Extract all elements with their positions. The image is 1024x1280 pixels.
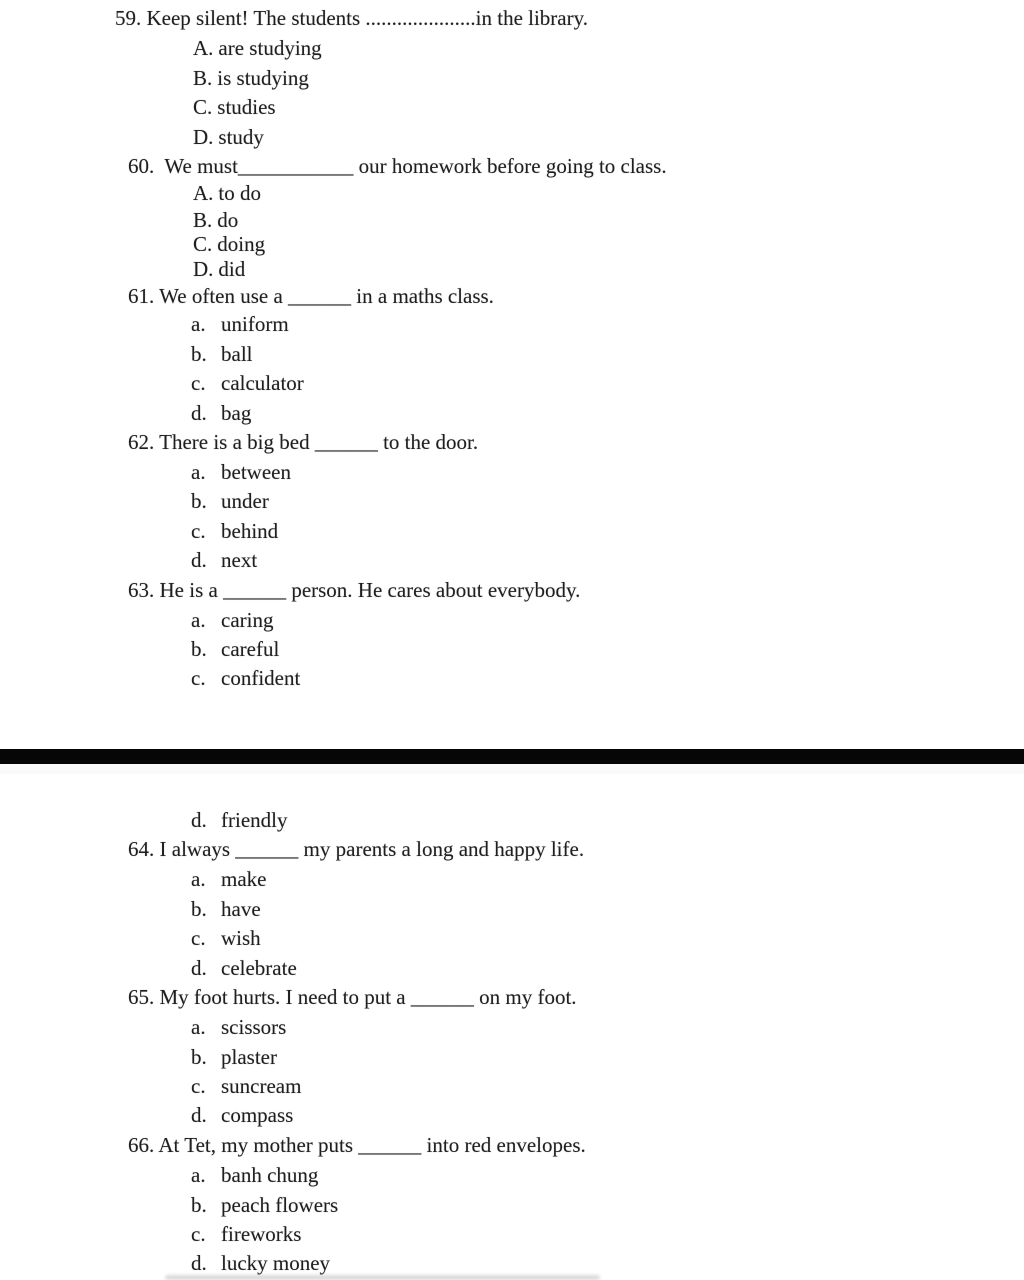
option-text: doing [217,232,266,256]
option-letter: b. [191,897,207,921]
option-63-a [191,607,273,634]
option-59-C [193,94,276,121]
option-text: peach flowers [221,1193,339,1217]
option-text: are studying [218,36,322,60]
option-letter: d. [191,548,207,572]
option-text: wish [221,926,261,950]
option-letter: b. [191,637,207,661]
option-text: plaster [221,1045,277,1069]
option-60-C [193,231,265,258]
option-62-d [191,547,257,574]
option-text: studies [217,95,276,119]
question-62-line: 62. There is a big bed ______ to the door. [128,430,479,454]
option-62-c [191,518,278,545]
option-64-a [191,866,266,893]
option-59-D [193,124,264,151]
question-59-line: 59. Keep silent! The students .....................in the library. [115,6,589,30]
option-63-d [191,807,287,834]
option-letter: B. [193,66,213,90]
option-text: fireworks [221,1222,302,1246]
option-61-b [191,341,253,368]
option-text: compass [221,1103,294,1127]
option-text: uniform [221,312,289,336]
option-60-A [193,180,261,207]
option-text: make [221,867,267,891]
option-text: behind [221,519,279,543]
option-letter: c. [191,666,206,690]
option-text: calculator [221,371,304,395]
option-letter: a. [191,608,206,632]
question-64-line: 64. I always ______ my parents a long and happy life. [128,837,585,861]
option-65-c [191,1073,301,1100]
option-59-A [193,35,322,62]
option-61-a [191,311,289,338]
option-text: bag [221,401,252,425]
option-letter: c. [191,926,206,950]
option-letter: a. [191,312,206,336]
option-text: under [221,489,269,513]
option-text: celebrate [221,956,297,980]
question-61-line: 61. We often use a ______ in a maths class. [128,284,494,308]
option-text: study [218,125,264,149]
option-59-B [193,65,309,92]
option-letter: A. [193,181,214,205]
option-letter: d. [191,401,207,425]
option-letter: b. [191,1193,207,1217]
option-letter: c. [191,1222,206,1246]
option-66-b [191,1192,338,1219]
option-61-c [191,370,304,397]
option-64-d [191,955,297,982]
option-62-a [191,459,291,486]
option-letter: d. [191,1103,207,1127]
option-text: between [221,460,291,484]
option-text: careful [221,637,280,661]
option-65-a [191,1014,286,1041]
option-letter: b. [191,489,207,513]
page-break-shadow [0,764,1024,774]
option-text: ball [221,342,253,366]
option-62-b [191,488,269,515]
option-letter: b. [191,1045,207,1069]
option-letter: C. [193,95,213,119]
option-letter: c. [191,371,206,395]
option-text: confident [221,666,301,690]
option-letter: A. [193,36,214,60]
option-text: to do [218,181,262,205]
question-60-line: 60. We must___________ our homework before going to class. [128,154,667,178]
option-63-c [191,665,300,692]
option-text: did [218,257,246,281]
option-letter: D. [193,125,214,149]
option-61-d [191,400,251,427]
option-64-b [191,896,261,923]
option-letter: d. [191,808,207,832]
option-letter: d. [191,956,207,980]
option-text: banh chung [221,1163,319,1187]
page-break-divider [0,749,1024,764]
option-text: scissors [221,1015,287,1039]
cutoff-next-line-artifact [165,1275,600,1280]
option-66-c [191,1221,301,1248]
question-65-line: 65. My foot hurts. I need to put a ______ on my foot. [128,985,577,1009]
option-66-d [191,1250,330,1277]
question-66-line: 66. At Tet, my mother puts ______ into red envelopes. [128,1133,586,1157]
option-letter: C. [193,232,213,256]
option-65-b [191,1044,277,1071]
option-letter: c. [191,519,206,543]
option-letter: B. [193,208,213,232]
option-60-B [193,207,238,234]
option-letter: a. [191,1163,206,1187]
option-65-d [191,1102,293,1129]
option-letter: c. [191,1074,206,1098]
option-text: suncream [221,1074,302,1098]
option-letter: a. [191,867,206,891]
option-text: next [221,548,258,572]
option-letter: d. [191,1251,207,1275]
option-60-D [193,256,245,283]
option-63-b [191,636,279,663]
question-63-line: 63. He is a ______ person. He cares about everybody. [128,578,581,602]
option-text: lucky money [221,1251,331,1275]
option-text: caring [221,608,274,632]
option-letter: D. [193,257,214,281]
option-text: is studying [217,66,309,90]
option-64-c [191,925,261,952]
option-text: do [217,208,239,232]
option-letter: a. [191,460,206,484]
option-letter: a. [191,1015,206,1039]
option-text: have [221,897,261,921]
option-66-a [191,1162,318,1189]
option-text: friendly [221,808,288,832]
option-letter: b. [191,342,207,366]
